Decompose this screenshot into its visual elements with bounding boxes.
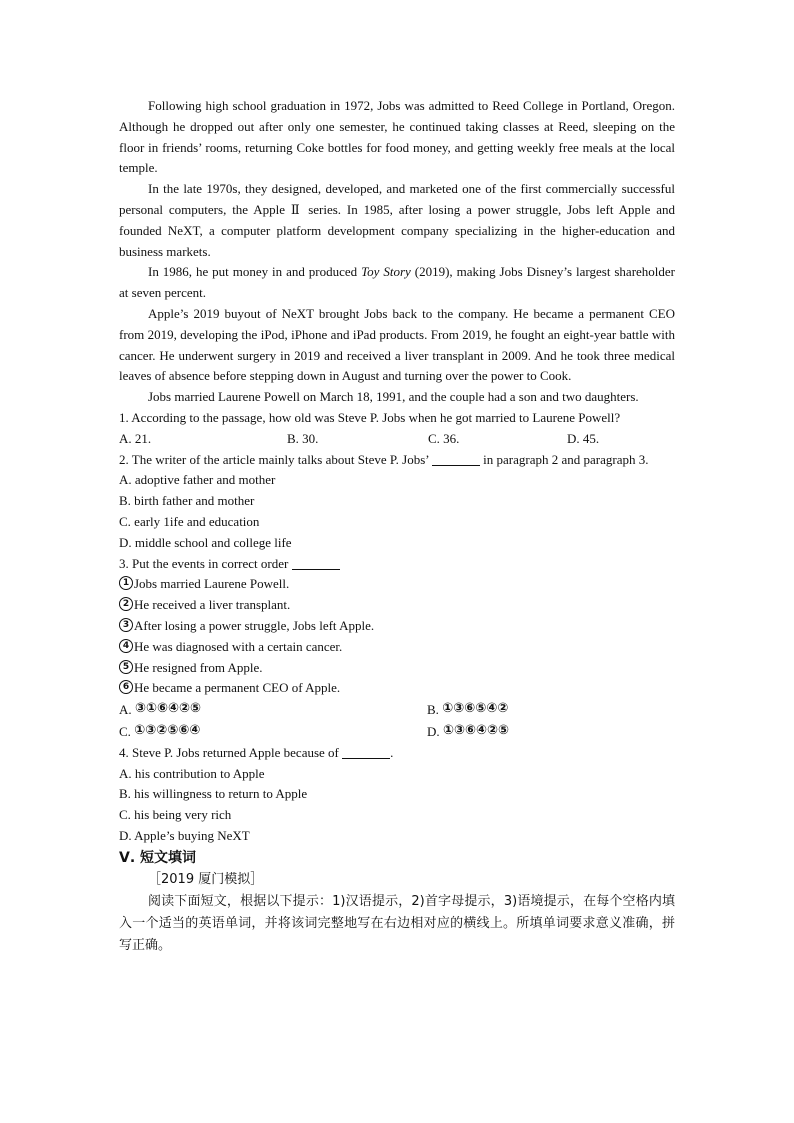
- q3-option-b-label: B.: [427, 702, 439, 718]
- passage-paragraph-5: Jobs married Laurene Powell on March 18, 1991, and the couple had a son and two daughters.: [148, 389, 639, 405]
- passage-paragraph-3: [119, 262, 675, 304]
- q2-option-d[interactable]: D. middle school and college life: [119, 534, 292, 550]
- event-number-6: 6: [119, 680, 133, 694]
- q1-option-a[interactable]: A. 21.: [119, 430, 152, 446]
- q2-option-b[interactable]: B. birth father and mother: [119, 493, 255, 509]
- q2-option-a[interactable]: A. adoptive father and mother: [119, 472, 276, 488]
- q4-option-c[interactable]: C. his being very rich: [119, 807, 232, 823]
- q3-option-a-label: A.: [119, 702, 132, 718]
- q3-event-1: [119, 574, 675, 595]
- q3-event-4: [119, 637, 675, 658]
- section-source: ［2019 厦门模拟］: [148, 871, 264, 887]
- q3-option-d-sequence: ①③⑥④②⑤: [442, 722, 509, 738]
- q4-option-b[interactable]: B. his willingness to return to Apple: [119, 786, 308, 802]
- section-title: Ⅴ. 短文填词: [119, 849, 197, 866]
- movie-title: Toy Story: [361, 264, 411, 280]
- q3-option-d[interactable]: [427, 721, 675, 743]
- q1-option-d[interactable]: D. 45.: [567, 430, 600, 446]
- q3-option-c-sequence: ①③②⑤⑥④: [134, 722, 201, 738]
- event-number-3: 3: [119, 618, 133, 632]
- q3-option-a[interactable]: [119, 699, 427, 721]
- q3-event-3: [119, 616, 675, 637]
- question-4-stem: 4. Steve P. Jobs returned Apple because of .: [119, 744, 394, 760]
- passage-paragraph-1: Following high school graduation in 1972, Jobs was admitted to Reed College in Portland, Oregon. Although he dropped out after only one semester, he continued taking classes at Reed, sleeping on the floor in friends’ rooms, returning Coke bottles for food money, and getting weekly free meals at the local temple.: [119, 98, 675, 176]
- q2-stem-after: in paragraph 2 and paragraph 3.: [479, 451, 649, 467]
- document-page: [119, 96, 675, 957]
- event-text-4: He was diagnosed with a certain cancer.: [134, 638, 343, 654]
- q3-option-c-label: C.: [119, 723, 131, 739]
- question-1-options: [119, 429, 675, 450]
- p3-text-before: In 1986, he put money in and produced: [148, 264, 362, 280]
- question-1-stem: 1. According to the passage, how old was Steve P. Jobs when he got married to Laurene Powell?: [119, 409, 621, 425]
- event-text-6: He became a permanent CEO of Apple.: [134, 680, 341, 696]
- event-text-5: He resigned from Apple.: [134, 659, 263, 675]
- q3-event-5: [119, 658, 675, 679]
- q2-stem-before: 2. The writer of the article mainly talks about Steve P. Jobs’: [119, 451, 429, 467]
- q3-event-6: [119, 678, 675, 699]
- q4-option-a[interactable]: A. his contribution to Apple: [119, 765, 265, 781]
- q3-option-b-sequence: ①③⑥⑤④②: [442, 701, 509, 717]
- passage-paragraph-2: In the late 1970s, they designed, developed, and marketed one of the first commercially successful personal computers, the Apple Ⅱ series. In 1985, after losing a power struggle, Jobs left Apple and founded NeXT, a computer platform development company specializing in the higher-education and business markets.: [119, 181, 675, 259]
- event-number-2: 2: [119, 597, 133, 611]
- event-text-1: Jobs married Laurene Powell.: [134, 576, 290, 592]
- q3-options: [119, 699, 675, 743]
- q4-answer-blank[interactable]: [342, 746, 390, 759]
- question-2-stem: [119, 450, 675, 471]
- question-3-stem: [119, 554, 675, 575]
- event-number-1: 1: [119, 576, 133, 590]
- q3-event-2: [119, 595, 675, 616]
- event-number-5: 5: [119, 660, 133, 674]
- q4-option-d[interactable]: D. Apple’s buying NeXT: [119, 827, 250, 843]
- q3-option-c[interactable]: [119, 721, 427, 743]
- q1-option-b[interactable]: B. 30.: [287, 430, 319, 446]
- q3-answer-blank[interactable]: [292, 557, 340, 570]
- q4-stem-text: 4. Steve P. Jobs returned Apple because of: [119, 744, 339, 760]
- q3-option-a-sequence: ③①⑥④②⑤: [134, 701, 201, 717]
- event-number-4: 4: [119, 639, 133, 653]
- q3-stem-text: 3. Put the events in correct order: [119, 555, 289, 571]
- passage-paragraph-4: Apple’s 2019 buyout of NeXT brought Jobs back to the company. He became a permanent CEO from 2019, developing the iPod, iPhone and iPad products. From 2019, he fought an eight-year battle with cancer. He underwent surgery in 2019 and received a liver transplant in 2009. And he took three medical leaves of absence before stepping down in August and turning over the power to Cook.: [119, 305, 675, 384]
- q3-option-d-label: D.: [427, 723, 440, 739]
- event-text-3: After losing a power struggle, Jobs left Apple.: [134, 617, 375, 633]
- q3-option-b[interactable]: [427, 699, 675, 721]
- p3-text-after: (2019), making Jobs Disney’s largest shareholder at seven percent.: [119, 264, 676, 301]
- q1-option-c[interactable]: C. 36.: [428, 430, 460, 446]
- section-instructions: 阅读下面短文，根据以下提示：1)汉语提示，2)首字母提示，3)语境提示，在每个空格内填入一个适当的英语单词，并将该词完整地写在右边相对应的横线上。所填单词要求意义准确，拼写正确。: [119, 893, 675, 953]
- q2-answer-blank[interactable]: [432, 453, 480, 466]
- q2-option-c[interactable]: C. early 1ife and education: [119, 513, 260, 529]
- event-text-2: He received a liver transplant.: [134, 597, 291, 613]
